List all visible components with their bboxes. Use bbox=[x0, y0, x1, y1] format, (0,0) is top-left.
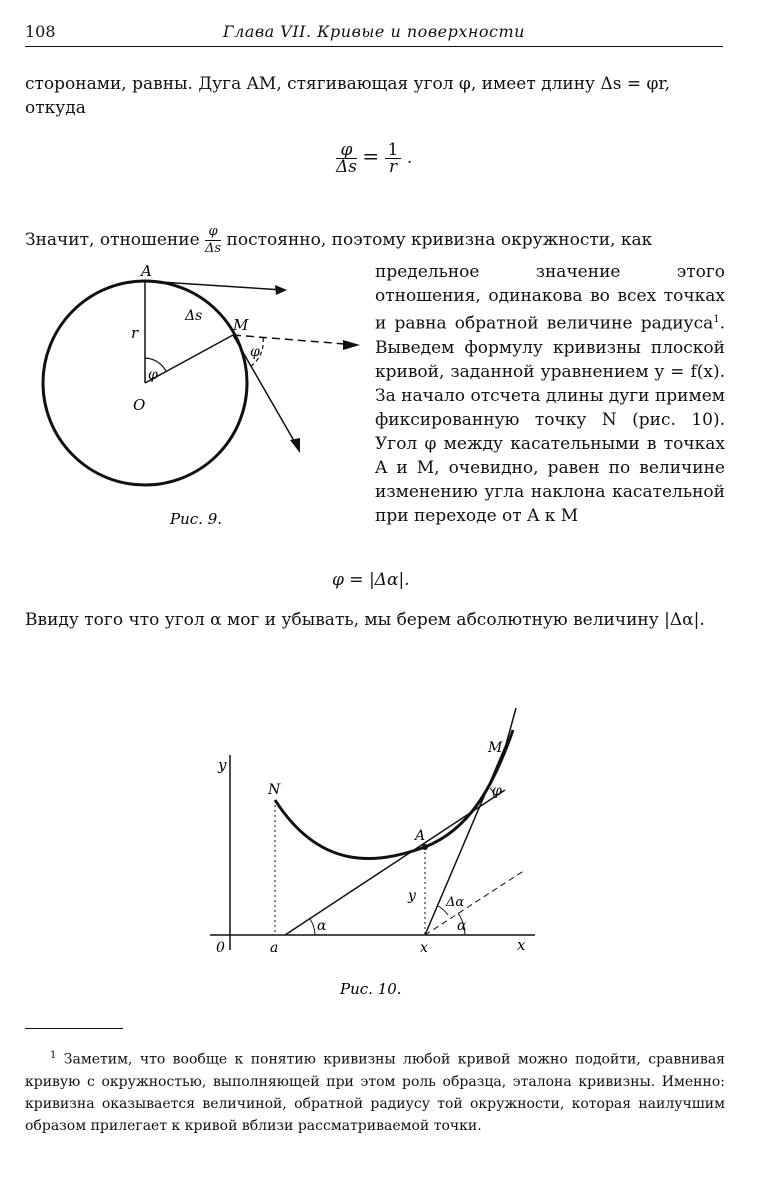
fig10-tangent-m bbox=[425, 740, 508, 935]
fig9-label-o: O bbox=[133, 396, 146, 414]
footnote-mark: 1 bbox=[50, 1050, 57, 1061]
fig10-label-y-axis: y bbox=[218, 756, 227, 774]
fig9-label-phi-o: φ bbox=[148, 367, 158, 383]
paragraph-3-part-1: предельное значение этого отношения, одинакова во всех точках и равна обратной величине радиуса bbox=[375, 262, 725, 334]
figure-10 bbox=[190, 690, 570, 1010]
footnote-reference: 1 bbox=[713, 314, 720, 325]
fig10-label-a-point: a bbox=[270, 940, 279, 956]
paragraph-4: Ввиду того что угол α мог и убывать, мы берем абсолютную величину |Δα|. bbox=[25, 610, 705, 630]
fig10-curve-extension bbox=[500, 708, 516, 765]
fig10-tangent-a bbox=[285, 790, 505, 935]
fig9-tangent-parallel-arrow bbox=[343, 340, 360, 350]
formula-1-equals: = bbox=[362, 144, 380, 168]
fig9-label-r: r bbox=[131, 324, 139, 342]
fig10-label-x-axis: x bbox=[517, 936, 526, 954]
paragraph-1-line-2: откуда bbox=[25, 98, 86, 118]
fig10-angle-arc-alpha bbox=[310, 919, 315, 935]
fig9-tangent-m-arrow bbox=[290, 438, 300, 453]
fig9-tangent-a bbox=[145, 281, 283, 290]
formula-1-rhs-numerator: 1 bbox=[385, 142, 402, 159]
fig10-label-phi: φ bbox=[492, 783, 502, 799]
fig9-label-m: M bbox=[233, 316, 249, 334]
fig10-label-origin: 0 bbox=[216, 940, 225, 956]
paragraph-2-fraction-numerator: φ bbox=[205, 224, 221, 241]
formula-1-end: . bbox=[406, 148, 413, 168]
fig9-label-ds: Δs bbox=[185, 308, 203, 324]
fig9-label-a: A bbox=[141, 262, 152, 280]
footnote-separator bbox=[25, 1028, 123, 1029]
paragraph-3: предельное значение этого отношения, одинакова во всех точках и равна обратной величине радиуса$^1$. Выведем формулу кривизны плоской кривой, заданной уравнением y = f(x). За начало отсчета длины дуги примем фиксированную точку N (рис. 10). Угол φ между касательными в точках A и M, очевидно, равен по величине изменению угла наклона касательной при переходе от A к M bbox=[375, 262, 725, 526]
paragraph-2-fraction-denominator: Δs bbox=[205, 241, 222, 256]
page-number: 108 bbox=[25, 22, 56, 41]
fig10-parallel-line bbox=[425, 870, 525, 935]
paragraph-2 bbox=[25, 224, 725, 257]
formula-1-lhs-numerator: φ bbox=[336, 142, 357, 159]
fig10-label-alpha-2: α bbox=[457, 918, 467, 934]
fig10-caption: Рис. 10. bbox=[340, 980, 402, 998]
chapter-title: Глава VII. Кривые и поверхности bbox=[223, 22, 525, 41]
fig10-label-x-point: x bbox=[420, 940, 428, 956]
fig10-label-alpha: α bbox=[317, 918, 327, 934]
fig10-label-a: A bbox=[415, 828, 426, 844]
formula-curvature-circle bbox=[336, 142, 412, 175]
paragraph-3-part-2: Выведем формулу кривизны плоской кривой, заданной уравнением y = f(x). За начало отсчета длины дуги примем фиксированную точку N (рис. 10). Угол φ между касательными в точках A и M, очевидно, равен по величине изменению угла наклона касательной при переходе от A к M bbox=[375, 337, 725, 526]
paragraph-2-before: Значит, отношение bbox=[25, 230, 200, 250]
formula-phi-delta-alpha: φ = |Δα|. bbox=[332, 570, 410, 590]
fig10-curve bbox=[275, 730, 513, 859]
paragraph-1-line-1: сторонами, равны. Дуга AM, стягивающая угол φ, имеет длину Δs = φr, bbox=[25, 74, 671, 94]
fig9-radius-om bbox=[145, 335, 233, 383]
fig10-label-n: N bbox=[268, 782, 281, 798]
footnote bbox=[25, 1045, 725, 1137]
figure-9 bbox=[25, 258, 360, 533]
paragraph-2-after: постоянно, поэтому кривизна окружности, как bbox=[226, 230, 653, 250]
footnote-text: Заметим, что вообще к понятию кривизны любой кривой можно подойти, сравнивая кривую с окружностью, выполняющей при этом роль образца, эталона кривизны. Именно: кривизна оказывается величиной, обратной радиусу той окружности, которая наилучшим образом прилегает к кривой вблизи рассматриваемой точки. bbox=[25, 1051, 725, 1134]
fig9-caption: Рис. 9. bbox=[170, 510, 223, 528]
fig10-label-y: y bbox=[408, 888, 416, 904]
formula-1-rhs-denominator: r bbox=[388, 157, 398, 177]
fig9-label-phi-m: φ bbox=[250, 344, 260, 360]
paragraph-1 bbox=[25, 72, 723, 120]
formula-1-lhs-denominator: Δs bbox=[336, 157, 358, 177]
fig10-label-dalpha: Δα bbox=[446, 895, 465, 910]
fig10-label-m: M bbox=[488, 740, 503, 756]
fig9-tangent-parallel bbox=[233, 335, 345, 344]
page-header bbox=[25, 18, 723, 47]
fig9-tangent-a-arrow bbox=[275, 285, 287, 295]
fig9-tangent-m bbox=[233, 335, 297, 446]
